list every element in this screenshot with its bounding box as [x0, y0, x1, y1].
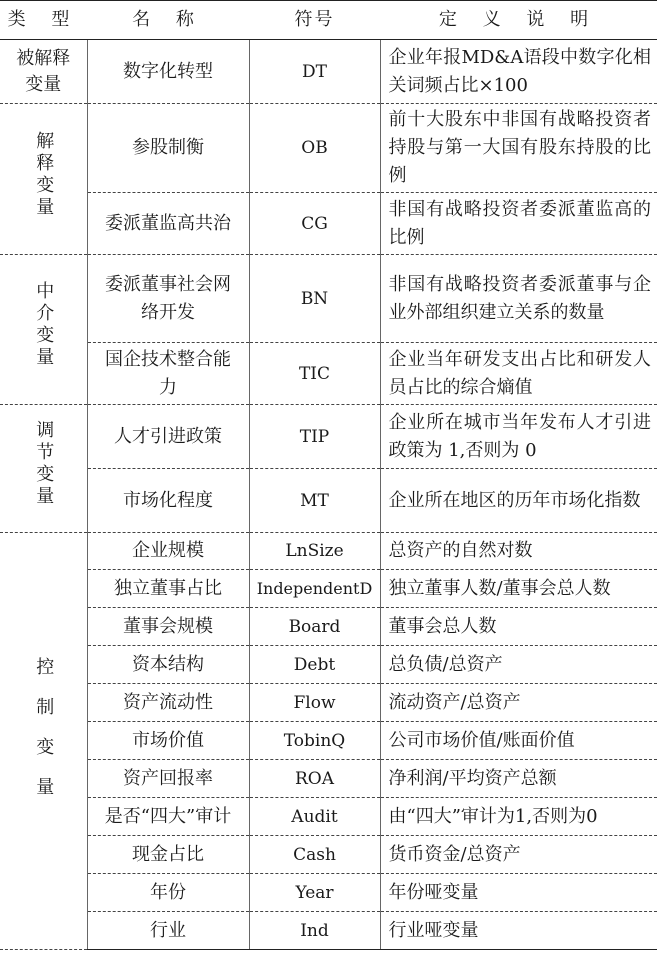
var-symbol: MT [249, 469, 380, 533]
var-definition: 流动资产/总资产 [380, 684, 657, 722]
var-name: 参股制衡 [87, 104, 249, 193]
var-name: 数字化转型 [87, 40, 249, 104]
table-row [0, 646, 657, 684]
header-row [0, 1, 657, 40]
header-definition: 定 义 说 明 [380, 1, 657, 40]
table-row [0, 104, 657, 193]
group-moderator: 调节变量 [0, 405, 87, 533]
var-definition: 独立董事人数/董事会总人数 [380, 570, 657, 608]
var-name: 是否“四大”审计 [87, 798, 249, 836]
var-name: 行业 [87, 912, 249, 950]
var-symbol: BN [249, 255, 380, 343]
var-name: 委派董监高共治 [87, 193, 249, 255]
table-row [0, 570, 657, 608]
table-row [0, 722, 657, 760]
var-name: 市场化程度 [87, 469, 249, 533]
table-row [0, 684, 657, 722]
var-symbol: Audit [249, 798, 380, 836]
var-definition: 企业当年研发支出占比和研发人员占比的综合熵值 [380, 343, 657, 405]
var-symbol: CG [249, 193, 380, 255]
var-definition: 企业所在城市当年发布人才引进政策为 1,否则为 0 [380, 405, 657, 469]
var-name: 资产回报率 [87, 760, 249, 798]
header-name: 名 称 [87, 1, 249, 40]
var-name: 委派董事社会网络开发 [87, 255, 249, 343]
var-symbol: Cash [249, 836, 380, 874]
table-row [0, 760, 657, 798]
table-row [0, 469, 657, 533]
group-control: 控制变量 [0, 533, 87, 950]
var-name: 董事会规模 [87, 608, 249, 646]
var-definition: 行业哑变量 [380, 912, 657, 950]
var-definition: 由“四大”审计为1,否则为0 [380, 798, 657, 836]
table-row [0, 343, 657, 405]
table-row [0, 874, 657, 912]
var-symbol: Ind [249, 912, 380, 950]
var-symbol: IndependentD [249, 570, 380, 608]
var-symbol: DT [249, 40, 380, 104]
var-name: 人才引进政策 [87, 405, 249, 469]
var-symbol: Year [249, 874, 380, 912]
var-definition: 非国有战略投资者委派董事与企业外部组织建立关系的数量 [380, 255, 657, 343]
var-symbol: TIC [249, 343, 380, 405]
var-name: 现金占比 [87, 836, 249, 874]
var-name: 企业规模 [87, 533, 249, 570]
var-symbol: TIP [249, 405, 380, 469]
var-definition: 企业年报MD&A语段中数字化相关词频占比×100 [380, 40, 657, 104]
var-symbol: TobinQ [249, 722, 380, 760]
var-definition: 货币资金/总资产 [380, 836, 657, 874]
var-definition: 非国有战略投资者委派董监高的比例 [380, 193, 657, 255]
table-row [0, 193, 657, 255]
header-type: 类 型 [0, 1, 87, 40]
table-row [0, 405, 657, 469]
header-symbol: 符号 [249, 1, 380, 40]
var-definition: 净利润/平均资产总额 [380, 760, 657, 798]
var-definition: 董事会总人数 [380, 608, 657, 646]
var-name: 国企技术整合能力 [87, 343, 249, 405]
var-name: 年份 [87, 874, 249, 912]
var-name: 资本结构 [87, 646, 249, 684]
var-definition: 总资产的自然对数 [380, 533, 657, 570]
var-symbol: Debt [249, 646, 380, 684]
table-row [0, 798, 657, 836]
table-row [0, 608, 657, 646]
var-symbol: ROA [249, 760, 380, 798]
table-row [0, 40, 657, 104]
var-name: 市场价值 [87, 722, 249, 760]
var-symbol: LnSize [249, 533, 380, 570]
group-dependent: 被解释变量 [0, 40, 87, 104]
var-definition: 企业所在地区的历年市场化指数 [380, 469, 657, 533]
var-symbol: Board [249, 608, 380, 646]
group-mediator: 中介变量 [0, 255, 87, 405]
group-independent: 解释变量 [0, 104, 87, 255]
table-row [0, 255, 657, 343]
var-symbol: Flow [249, 684, 380, 722]
var-definition: 公司市场价值/账面价值 [380, 722, 657, 760]
table-row [0, 912, 657, 950]
var-name: 资产流动性 [87, 684, 249, 722]
var-definition: 前十大股东中非国有战略投资者持股与第一大国有股东持股的比例 [380, 104, 657, 193]
table-row [0, 836, 657, 874]
table-row [0, 533, 657, 570]
var-definition: 总负债/总资产 [380, 646, 657, 684]
var-symbol: OB [249, 104, 380, 193]
var-name: 独立董事占比 [87, 570, 249, 608]
var-definition: 年份哑变量 [380, 874, 657, 912]
